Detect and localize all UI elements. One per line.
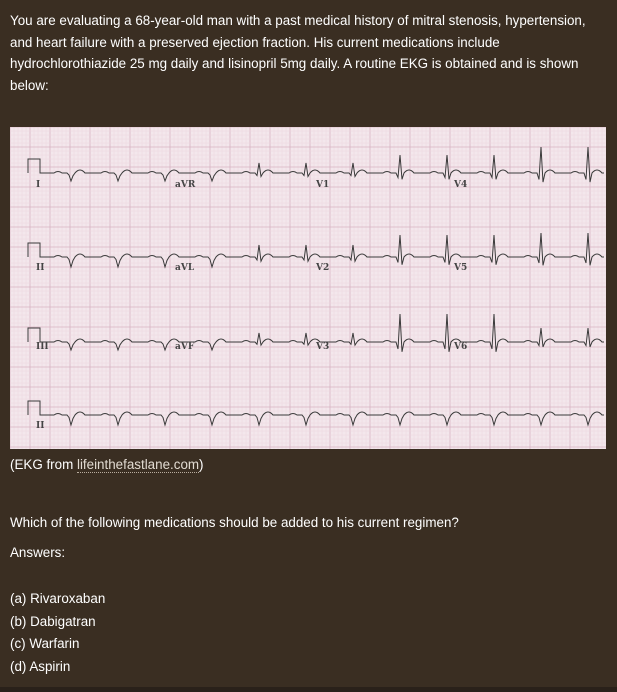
lead-label: V5 [454, 263, 468, 273]
ekg-trace [28, 401, 604, 425]
ekg-image [10, 127, 606, 449]
question-text: You are evaluating a 68-year-old man with a past medical history of mitral stenosis, hypertension, and heart failure with a preserved ejection fraction. His current medications include hydrochlorothiazide 25 mg daily and lisinopril 5mg daily. A routine EKG is obtained and is shown below: [10, 13, 586, 93]
lead-label: V3 [316, 342, 330, 352]
caption-prefix: (EKG from [10, 457, 77, 472]
question-prompt: Which of the following medications should be added to his current regimen? [10, 515, 459, 530]
ekg-trace [28, 233, 604, 267]
lead-label: II [36, 263, 45, 273]
answer-option-c[interactable]: (c) Warfarin [10, 636, 80, 652]
ekg-trace [28, 147, 604, 182]
answer-options [10, 588, 105, 678]
answer-option-a[interactable]: (a) Rivaroxaban [10, 591, 106, 606]
answers-label: Answers: [10, 545, 66, 560]
lead-label: III [36, 342, 49, 352]
lead-label: V6 [454, 342, 468, 352]
lead-label: aVL [175, 263, 195, 273]
lead-label: aVR [175, 180, 196, 190]
lead-label: aVF [175, 342, 195, 352]
lead-label: II [36, 421, 45, 431]
lead-label: V4 [454, 180, 468, 190]
answer-option-d[interactable]: (d) Aspirin [10, 658, 71, 674]
lead-label: V2 [316, 263, 330, 273]
answer-option-b[interactable]: (b) Dabigatran [10, 613, 96, 629]
bottom-divider [0, 687, 617, 692]
caption-suffix: ) [199, 457, 204, 472]
source-link[interactable]: lifeinthefastlane.com [76, 457, 200, 472]
image-caption [10, 457, 204, 472]
lead-label: I [36, 180, 41, 190]
lead-label: V1 [316, 180, 330, 190]
